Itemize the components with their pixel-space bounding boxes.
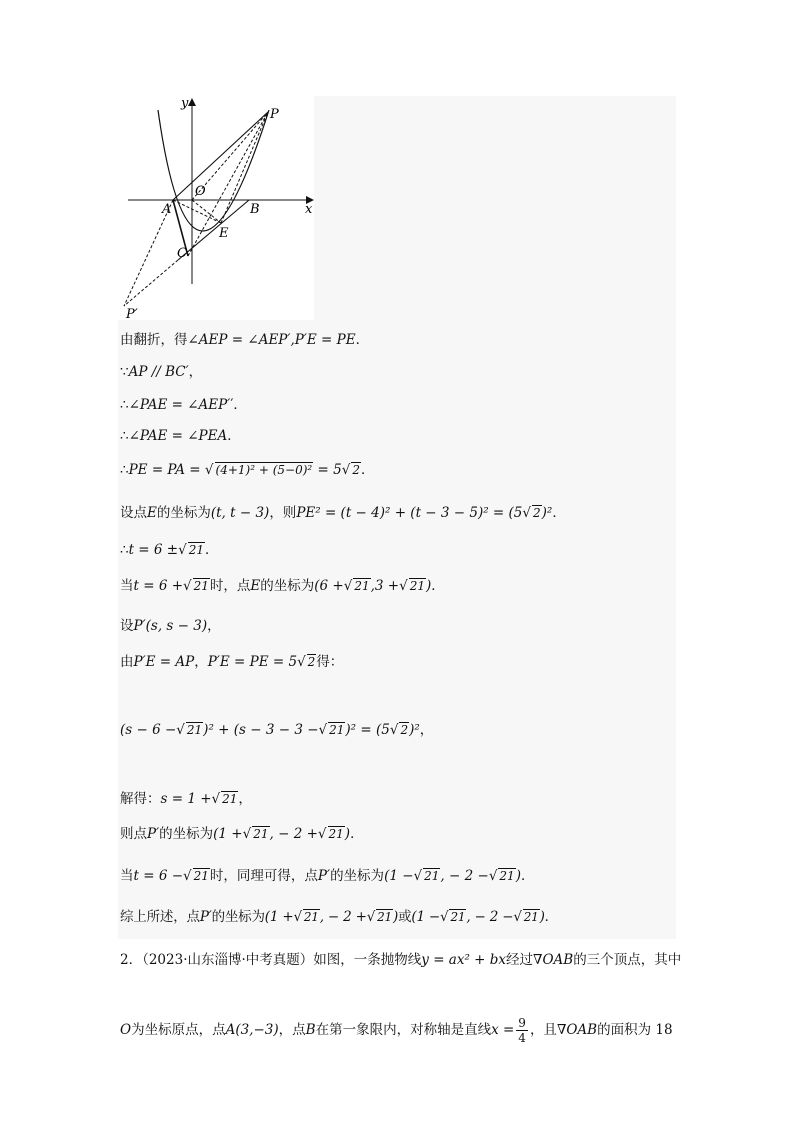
sqrt-sign: √ — [183, 578, 192, 594]
sqrt-sign: √ — [366, 909, 376, 925]
sqrt-sign: √ — [318, 722, 328, 738]
label-B: B — [250, 202, 260, 217]
label-C: C — [177, 246, 187, 261]
sqrt-sign: √ — [341, 462, 351, 478]
solution-line-1: 由翻折，得∠AEP = ∠AEP′,P′E = PE． — [120, 332, 370, 348]
label-x: x — [305, 202, 313, 217]
sqrt-sign: √ — [204, 462, 214, 478]
parabola-figure — [118, 96, 314, 320]
parabola-diagram — [118, 96, 314, 320]
line-BC — [178, 200, 249, 260]
fraction-nine-fourths: $\frac{9}{4}$ — [518, 1016, 526, 1045]
solution-line-8: 当t = 6 +√ 21时，点E的坐标为(6 +√ 21,3 +√ 21)． — [120, 578, 445, 594]
sqrt-sign: √ — [440, 909, 449, 925]
question-2-line-1: 2．（2023·山东淄博·中考真题）如图，一条抛物线y = ax² + bx经过∇OAB的三个顶点，其中 — [120, 952, 682, 968]
solution-line-12: 解得：s = 1 +√ 21， — [120, 791, 252, 807]
solution-line-15: 综上所述，点P′的坐标为(1 +√ 21, − 2 +√ 21)或(1 −√ 21, − 2 −√ 21)． — [120, 909, 558, 925]
sqrt-sign: √ — [413, 868, 423, 884]
sqrt-sign: √ — [211, 791, 221, 807]
sqrt-sign: √ — [178, 542, 187, 558]
sqrt-sign: √ — [513, 909, 522, 925]
label-A: A — [162, 202, 172, 217]
solution-line-13: 则点P′的坐标为(1 +√ 21, − 2 +√ 21)． — [120, 826, 364, 842]
sqrt-sign: √ — [343, 578, 353, 594]
solution-line-2: ∵AP // BC′， — [120, 364, 203, 380]
solution-line-14: 当t = 6 −√ 21时，同理可得，点P′的坐标为(1 −√ 21, − 2 −√ 21)． — [120, 868, 535, 884]
sqrt-sign: √ — [317, 826, 327, 842]
solution-line-4: ∴∠PAE = ∠PEA． — [120, 428, 241, 444]
sqrt-sign: √ — [389, 722, 399, 738]
label-y: y — [181, 96, 189, 111]
sqrt-sign: √ — [399, 578, 408, 594]
solution-line-6: 设点E的坐标为(t, t − 3)，则PE² = (t − 4)² + (t − 3 − 5)² = (5√ 2)²． — [120, 505, 566, 521]
label-P: P — [270, 107, 279, 122]
label-O: O — [195, 184, 206, 199]
dashed-EP — [221, 112, 268, 223]
sqrt-sign: √ — [242, 826, 252, 842]
solution-line-9: 设P′(s, s − 3)， — [120, 618, 221, 634]
solution-line-3: ∴∠PAE = ∠AEP′′． — [120, 397, 247, 413]
dashed-CPprime — [124, 260, 178, 306]
solution-line-7: ∴t = 6 ±√ 21． — [120, 542, 219, 558]
solution-line-11: (s − 6 −√ 21)² + (s − 3 − 3 −√ 21)² = (5√ 2)²， — [120, 722, 434, 738]
label-Pprime: P′ — [126, 307, 138, 320]
sqrt-sign: √ — [488, 868, 498, 884]
solution-line-10: 由P′E = AP，P′E = PE = 5√ 2得： — [120, 654, 344, 670]
sqrt-sign: √ — [183, 868, 192, 884]
line-AP — [173, 112, 268, 200]
sqrt-sign: √ — [522, 505, 532, 521]
label-E: E — [219, 226, 229, 241]
question-2-line-2: O为坐标原点，点A(3,−3)，点B在第一象限内，对称轴是直线x = $\frac{9}{4}$ ，且∇OAB的面积为 18 — [120, 1016, 673, 1045]
sqrt-sign: √ — [297, 654, 306, 670]
sqrt-sign: √ — [293, 909, 302, 925]
solution-line-5: ∴PE = PA = √ (4+1)² + (5−0)² = 5√ 2． — [120, 462, 375, 478]
sqrt-sign: √ — [176, 722, 185, 738]
